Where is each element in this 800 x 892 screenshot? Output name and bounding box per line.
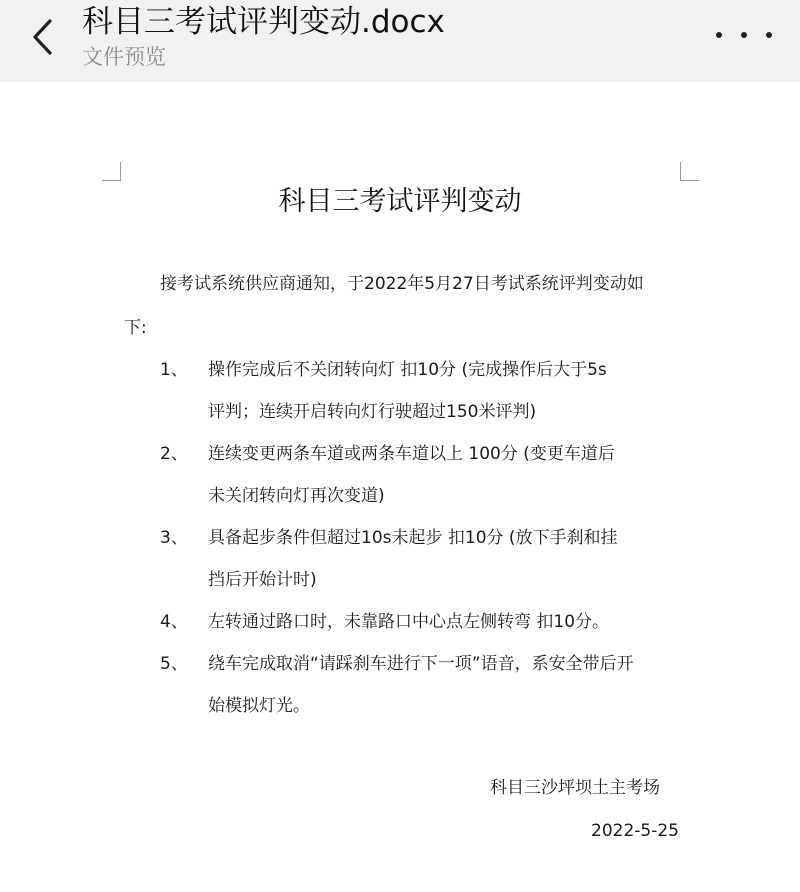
list-item-line: 左转通过路口时，未靠路口中心点左侧转弯 扣10分。 [208,612,610,632]
list-item-number: 5、 [160,654,188,674]
list-item-line: 具备起步条件但超过10s未起步 扣10分 (放下手刹和挂 [208,528,618,548]
intro-line: 下: [124,318,147,338]
list-item-number: 3、 [160,528,188,548]
intro-line: 接考试系统供应商通知，于2022年5月27日考试系统评判变动如 [160,274,644,294]
list-item-number: 2、 [160,444,188,464]
file-title: 科目三考试评判变动.docx [82,4,445,40]
list-item-line: 评判；连续开启转向灯行驶超过150米评判) [208,402,537,422]
page-corner-mark [680,162,699,181]
list-item-line: 始模拟灯光。 [208,696,310,716]
page-corner-mark [102,162,121,181]
chevron-left-icon [31,18,53,56]
document-date: 2022-5-25 [591,821,679,841]
signature: 科目三沙坪坝土主考场 [490,778,660,798]
file-preview-label: 文件预览 [82,45,166,69]
back-button[interactable] [22,14,62,60]
document-page [0,82,800,892]
list-item-line: 绕车完成取消“请踩刹车进行下一项”语音，系安全带后开 [208,654,634,674]
more-options-button[interactable] [716,20,772,50]
more-horizontal-icon [716,32,722,38]
document-title: 科目三考试评判变动 [278,186,522,217]
list-item-line: 连续变更两条车道或两条车道以上 100分 (变更车道后 [208,444,615,464]
list-item-number: 4、 [160,612,188,632]
list-item-number: 1、 [160,360,188,380]
top-bar [0,0,800,82]
list-item-line: 操作完成后不关闭转向灯 扣10分 (完成操作后大于5s [208,360,607,380]
list-item-line: 挡后开始计时) [208,570,317,590]
list-item-line: 未关闭转向灯再次变道) [208,486,385,506]
